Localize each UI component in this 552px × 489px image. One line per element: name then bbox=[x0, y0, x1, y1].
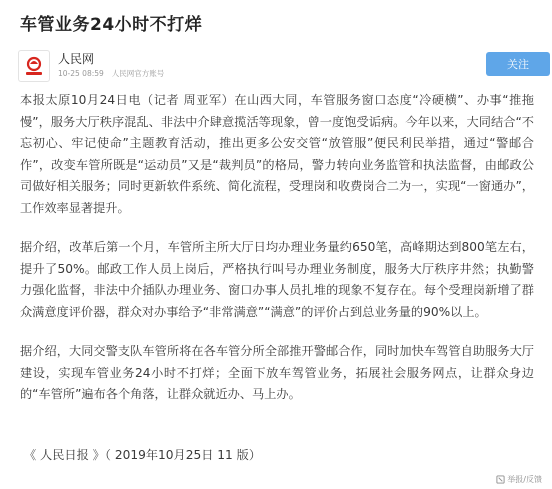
article-paragraph: 本报太原10月24日电（记者 周亚军）在山西大同，车管服务窗口态度“冷硬横”、办事“推拖慢”，服务大厅秩序混乱、非法中介肆意揽活等现象，曾一度饱受诟病。今年以来，大同结合“不忘初心、牢记使命”主题教育活动，推出更多公安交管“放管服”便民利民举措，通过“警邮合作”，改变车管所既是“运动员”又是“裁判员”的格局，警力转向业务监管和执法监督，由邮政公司做好相关服务；同时更新软件系统、简化流程，受理岗和收费岗合二为一，实现“一窗通办”，工作效率显著提升。 bbox=[20, 93, 534, 215]
author-header bbox=[18, 46, 538, 82]
flag-icon bbox=[496, 475, 505, 484]
post-date: 10-25 08:59 bbox=[58, 69, 104, 78]
article-paragraph: 据介绍，改革后第一个月，车管所主所大厅日均办理业务量约650笔，高峰期达到800笔左右，提升了50%。邮政工作人员上岗后，严格执行叫号办理业务制度，服务大厅秩序井然；执勤警力强化监督，非法中介插队办理业务、窗口办事人员扎堆的现象不复存在。每个受理岗新增了群众满意度评价器，群众对办事给予“非常满意”“满意”的评价占到总业务量的90%以上。 bbox=[20, 240, 534, 319]
account-name[interactable]: 人民网 bbox=[58, 52, 95, 66]
article-title: 车管业务24小时不打烊 bbox=[20, 15, 203, 35]
article-paragraph: 据介绍，大同交警支队车管所将在各车管分所全部推开警邮合作，同时加快车驾管自助服务大厅建设，实现车管业务24小时不打烊；全面下放车驾管业务，拓展社会服务网点，让群众身边的“车管所”遍布各个角落，让群众就近办、马上办。 bbox=[20, 344, 534, 401]
article-body bbox=[20, 90, 534, 424]
post-meta bbox=[58, 68, 164, 79]
people-daily-logo-icon bbox=[22, 54, 46, 78]
avatar[interactable] bbox=[18, 50, 50, 82]
follow-button[interactable]: 关注 bbox=[486, 52, 550, 76]
report-feedback-label: 举报/反馈 bbox=[507, 475, 542, 484]
report-feedback-link[interactable] bbox=[496, 474, 542, 485]
article-source: 《 人民日报 》（ 2019年10月25日 11 版） bbox=[24, 448, 262, 462]
account-label: 人民网官方账号 bbox=[111, 69, 165, 78]
